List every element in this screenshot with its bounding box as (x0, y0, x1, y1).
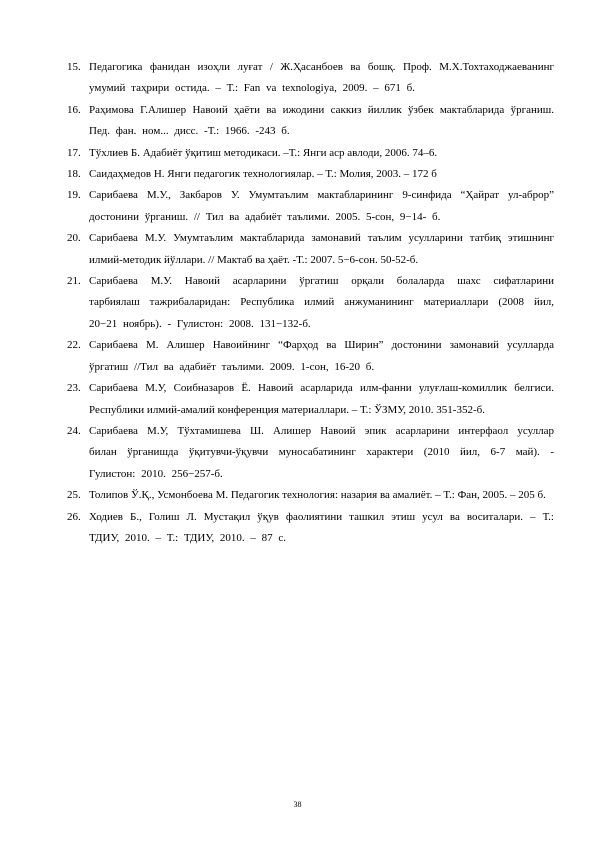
reference-text: Тўхлиев Б. Адабиёт ўқитиш методикаси. –Т.: Янги аср авлоди, 2006. 74–6. (89, 146, 438, 159)
reference-text: Ходиев Б., Голиш Л. Мустақил ўқув фаолиятини ташкил этиш усул ва воситалари. – Т.: ТДИУ, 2010. – Т.: ТДИУ, 2010. – 87 с. (89, 510, 554, 544)
reference-text: Сарибаева М.У, Тўхтамишева Ш. Алишер Навоий эпик асарларини интерфаол усуллар билан ўрганишда ўқитувчи-ўқувчи муносабатининг характери (2010 йил, 6-7 май). - Гулистон: 2010. 256−257-б. (89, 424, 554, 480)
page-number: 38 (293, 800, 302, 809)
reference-list (67, 57, 554, 549)
reference-text: Сарибаева М.У. Навоий асарларини ўргатиш орқали болаларда шахс сифатларини тарбиялаш тажрибаларидан: Республика илмий анжуманининг материаллари (2008 йил, 20−21 ноябрь). - Гулистон: 2008. 131−132-б. (89, 275, 554, 330)
reference-text: Сарибаева М.У., Закбаров У. Умумтаълим мактабларининг 9-синфида “Ҳайрат ул-аброр” достонини ўрганиш. // Тил ва адабиёт таълими. 2005. 5-сон, 9−14- б. (89, 189, 554, 223)
reference-number: 18. (67, 168, 81, 181)
reference-text: Педагогика фанидан изоҳли луғат / Ж.Ҳасанбоев ва бошқ. Проф. М.Х.Тохтаходжаеванинг умумий таҳрири остида. – Т.: Fan va texnologiya, 2009. – 671 б. (89, 61, 554, 95)
reference-item-24 (67, 421, 554, 485)
reference-text: Раҳимова Г.Алишер Навоий ҳаёти ва ижодини саккиз йиллик ўзбек мактабларида ўрганиш. Пед. фан. ном... дисс. -Т.: 1966. -243 б. (89, 103, 554, 138)
reference-item-26 (67, 507, 554, 550)
reference-number: 19. (67, 189, 81, 202)
reference-item-19 (67, 185, 554, 228)
reference-number: 15. (67, 61, 81, 73)
reference-text: Толипов Ў.Қ., Усмонбоева М. Педагогик технология: назария ва амалиёт. – Т.: Фан, 2005. – 205 б. (89, 489, 546, 502)
reference-text: Сарибаева М. Алишер Навоийнинг “Фарҳод ва Ширин” достонини замонавий усулларда ўргатиш //Тил ва адабиёт таълими. 2009. 1-сон, 16-20 б. (89, 339, 554, 373)
reference-text: Сарибаева М.У, Соибназаров Ё. Навоий асарларида илм-фанни улуғлаш-комиллик белгиси. Республики илмий-амалий конференция материаллари. – Т.: ЎЗМУ, 2010. 351-352-б. (89, 382, 554, 416)
reference-number: 24. (67, 424, 81, 437)
reference-number: 25. (67, 489, 81, 502)
reference-item-18 (67, 164, 554, 185)
reference-item-17 (67, 143, 554, 164)
reference-number: 22. (67, 339, 81, 352)
reference-number: 23. (67, 382, 81, 395)
reference-item-21 (67, 271, 554, 335)
reference-number: 21. (67, 275, 81, 288)
reference-item-20 (67, 228, 554, 271)
reference-text: Сарибаева М.У. Умумтаълим мактабларида замонавий таълим усулларини татбиқ этишнинг илмий-методик йўллари. // Мактаб ва ҳаёт. -Т.: 2007. 5−6-сон. 50-52-б. (89, 232, 554, 266)
reference-item-16 (67, 100, 554, 143)
reference-item-23 (67, 378, 554, 421)
reference-number: 16. (67, 103, 81, 116)
reference-item-15 (67, 57, 554, 100)
reference-number: 20. (67, 232, 81, 245)
reference-number: 17. (67, 146, 81, 159)
reference-item-22 (67, 335, 554, 378)
reference-item-25 (67, 485, 554, 506)
reference-number: 26. (67, 510, 81, 523)
reference-text: Саидаҳмедов Н. Янги педагогик технологиялар. – Т.: Молия, 2003. – 172 б (89, 168, 437, 181)
